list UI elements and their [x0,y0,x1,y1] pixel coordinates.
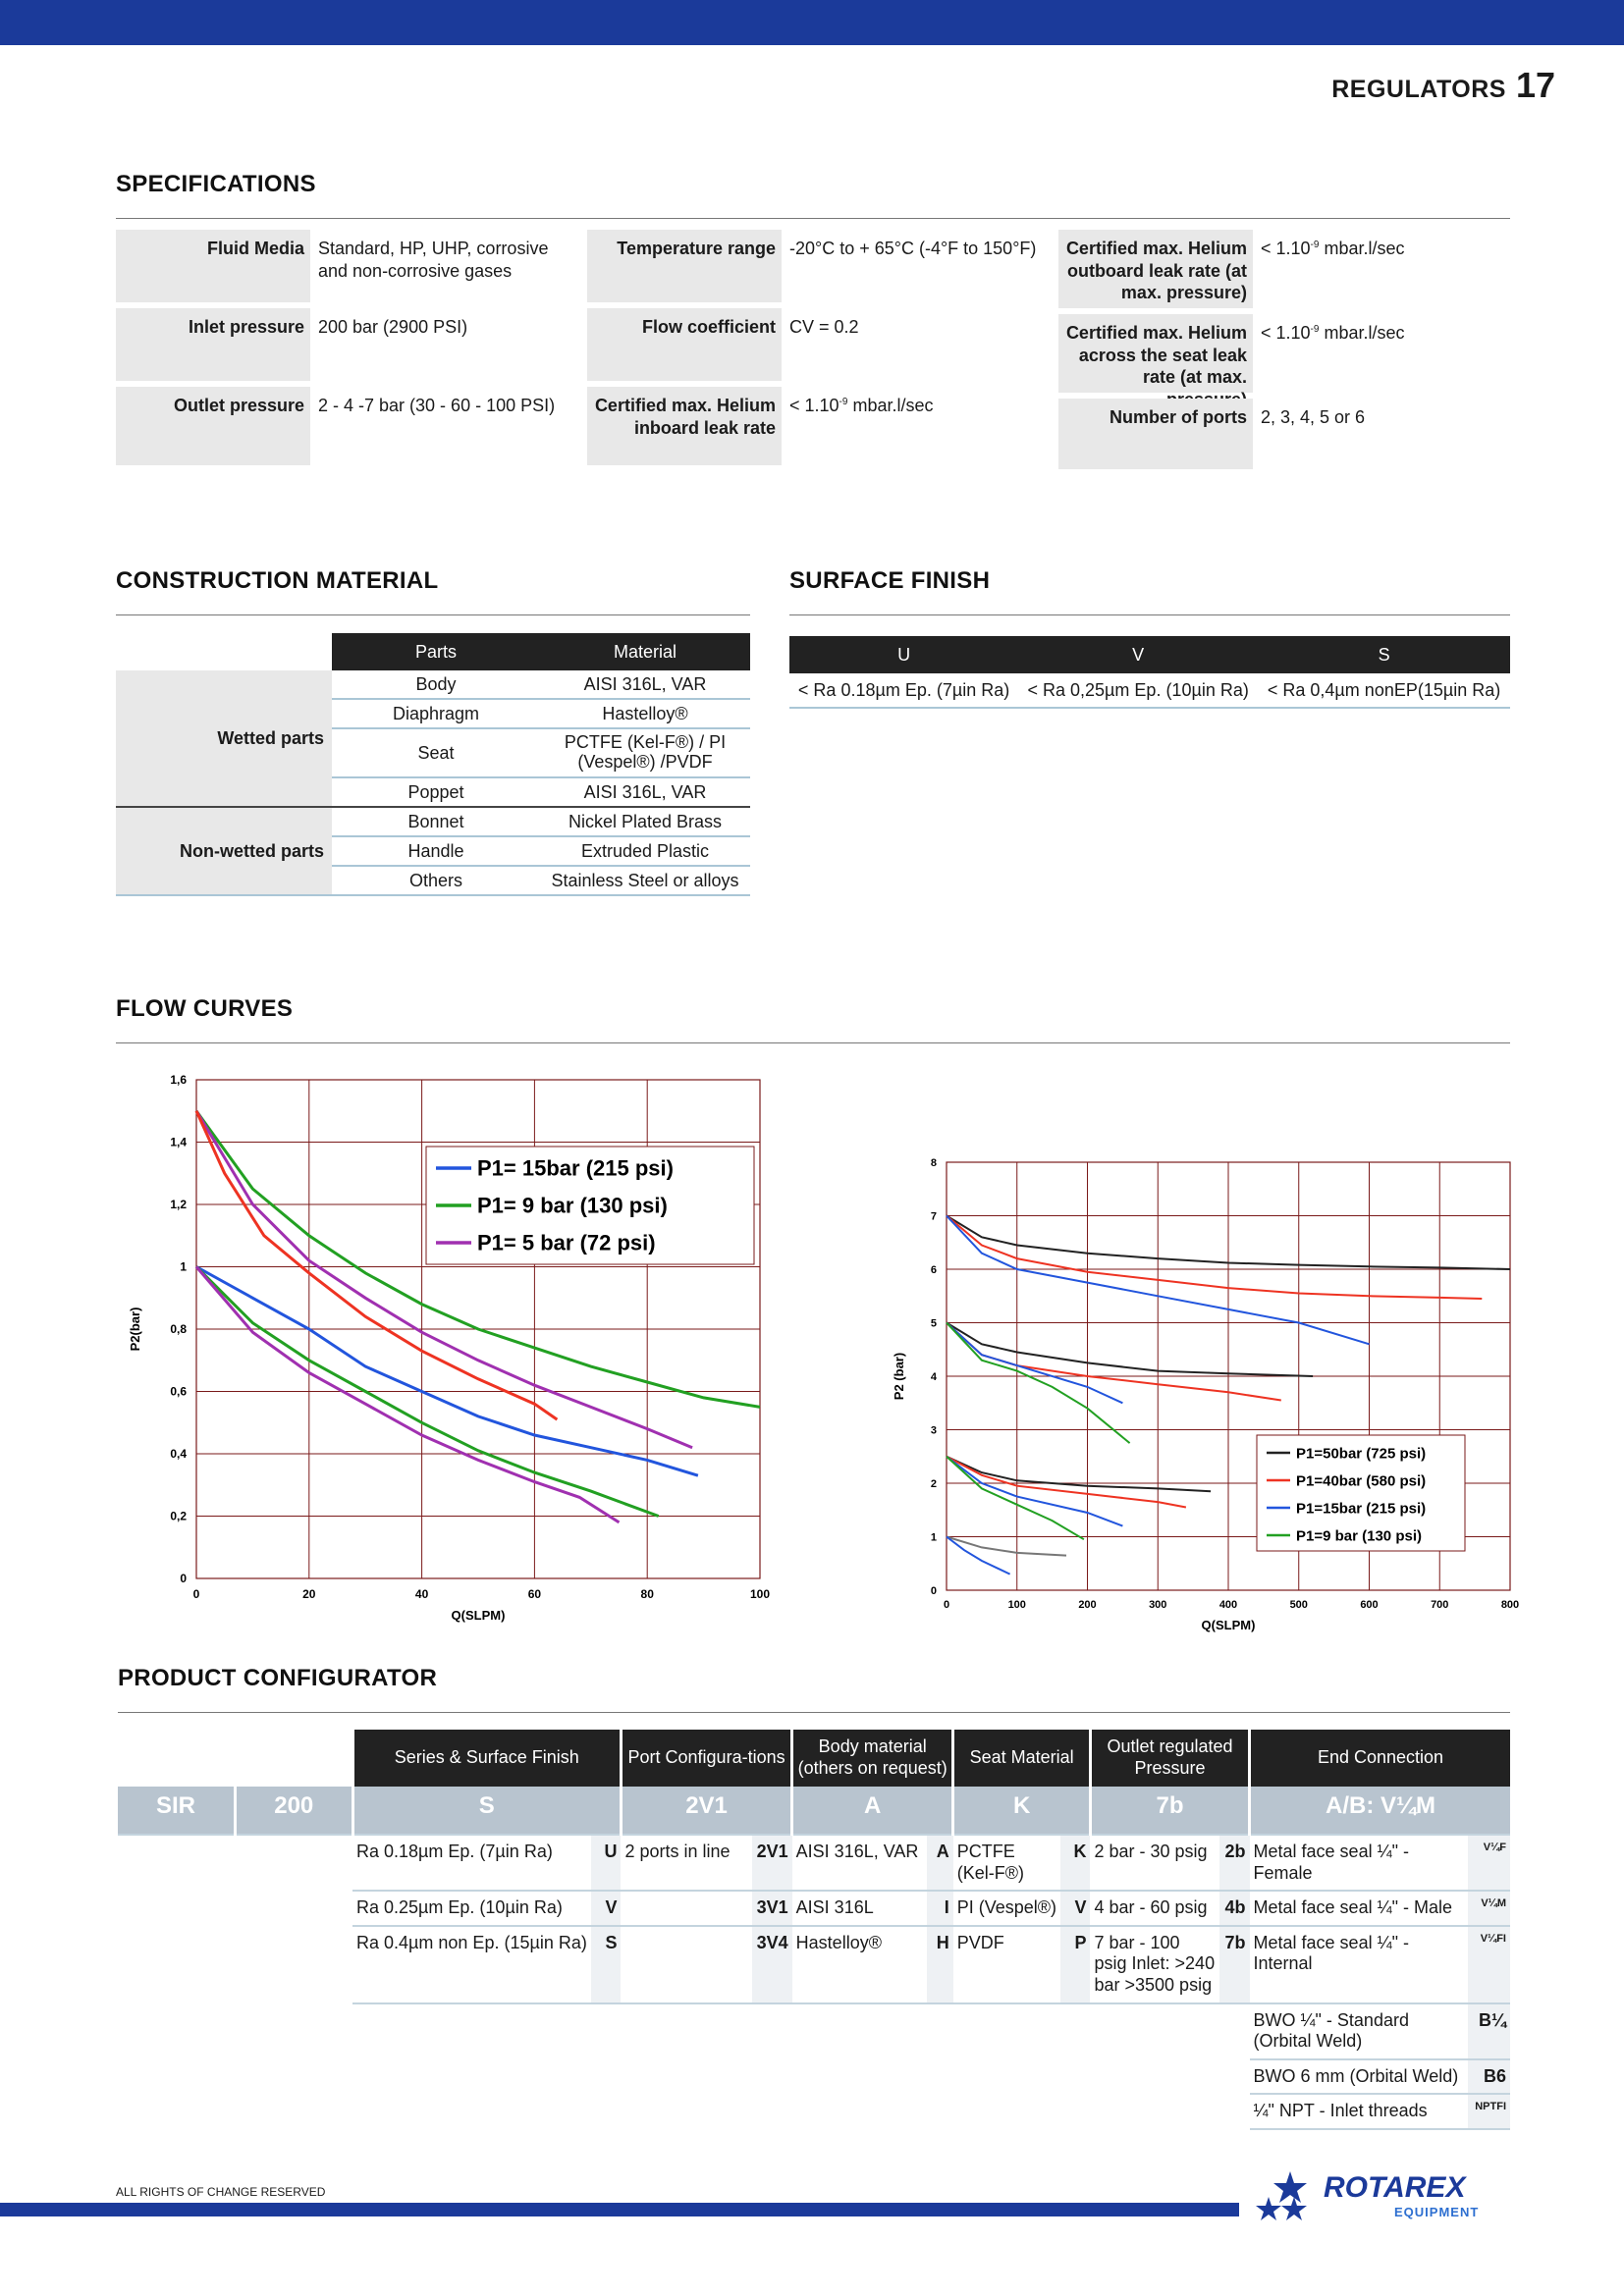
x-axis-label: Q(SLPM) [1201,1618,1256,1632]
column-header: Material [540,633,750,670]
option-text: BWO ¼" - Standard (Orbital Weld) [1250,2003,1469,2059]
option-text: Ra 0.25µm Ep. (10µin Ra) [352,1891,591,1926]
flow-chart-left [118,1070,785,1639]
y-tick-label: 0 [180,1572,187,1585]
x-tick-label: 40 [414,1587,429,1601]
table-row [118,2094,1510,2129]
option-text: AISI 316L [792,1891,928,1926]
option-code: B¼ [1468,2003,1510,2059]
spec-value: 200 bar (2900 PSI) [318,317,468,337]
option-text: Metal face seal ¼" - Male [1250,1891,1469,1926]
finish-cell: < Ra 0,25µm Ep. (10µin Ra) [1018,673,1258,708]
table-row [789,673,1510,708]
option-text: PI (Vespel®) [953,1891,1060,1926]
legend-label: P1= 15bar (215 psi) [477,1155,674,1181]
option-code: 2V1 [752,1835,792,1891]
y-axis-label: P2 (bar) [892,1352,906,1401]
part-cell: Seat [332,728,540,777]
spec-row [116,387,581,465]
x-axis-label: Q(SLPM) [451,1608,506,1623]
x-tick-label: 80 [640,1587,654,1601]
surface-finish-table [789,636,1510,709]
spec-row [587,387,1053,465]
x-tick-label: 60 [527,1587,542,1601]
spec-value: 2, 3, 4, 5 or 6 [1261,407,1366,427]
header-title: REGULATORS [1331,76,1506,103]
spec-label: Flow coefficient [587,308,782,381]
y-tick-label: 2 [930,1478,937,1490]
spec-label: Outlet pressure [116,387,310,465]
option-text: ¼" NPT - Inlet threads [1250,2094,1469,2129]
specifications-title: SPECIFICATIONS [116,171,316,197]
spec-label: Certified max. Helium outboard leak rate (at max. pressure) [1058,230,1253,308]
legend-label: P1= 9 bar (130 psi) [477,1193,668,1218]
spec-label: Number of ports [1058,399,1253,469]
y-tick-label: 1,4 [170,1135,187,1149]
option-text: BWO 6 mm (Orbital Weld) [1250,2059,1469,2095]
spec-label: Certified max. Helium across the seat leak rate (at max. [1058,314,1253,393]
x-tick-label: 100 [1007,1599,1026,1611]
spec-value: -20°C to + 65°C (-4°F to 150°F) [789,239,1037,258]
part-cell: Diaphragm [332,699,540,728]
option-text [621,1891,752,1926]
material-cell: Stainless Steel or alloys [540,866,750,895]
column-header: Body material (others on request) [792,1730,953,1787]
option-code: 4b [1219,1891,1249,1926]
x-tick-label: 700 [1431,1599,1449,1611]
material-cell: Extruded Plastic [540,836,750,866]
spec-value: 2 - 4 -7 bar (30 - 60 - 100 PSI) [318,396,556,415]
y-tick-label: 0,6 [170,1384,187,1399]
spec-row [116,230,581,302]
option-code: 3V1 [752,1891,792,1926]
spec-row [1058,314,1514,393]
spec-row [587,308,1053,381]
group-label: Non-wetted parts [116,807,332,895]
legend-label: P1= 5 bar (72 psi) [477,1230,656,1255]
spec-label: Temperature range [587,230,782,302]
spec-row [116,308,581,381]
option-code: S [591,1926,621,2003]
configurator-title: PRODUCT CONFIGURATOR [118,1665,438,1691]
page-number: 17 [1515,65,1555,105]
code-cell[interactable]: A [792,1787,953,1835]
spec-row [1058,230,1514,308]
x-tick-label: 100 [749,1587,771,1601]
y-tick-label: 7 [930,1210,937,1223]
finish-cell: < Ra 0.18µm Ep. (7µin Ra) [789,673,1018,708]
section-divider [789,614,1510,615]
option-text: Ra 0.18µm Ep. (7µin Ra) [352,1835,591,1891]
table-row [118,1891,1510,1926]
legend-label: P1=50bar (725 psi) [1296,1445,1427,1463]
option-text: PVDF [953,1926,1060,2003]
option-code: V [591,1891,621,1926]
material-cell: PCTFE (Kel-F®) / PI (Vespel®) /PVDF [540,728,750,777]
y-tick-label: 5 [930,1317,937,1330]
column-header: Seat Material [953,1730,1091,1787]
rotarex-logo [1255,2169,1520,2228]
y-tick-label: 1 [180,1259,187,1274]
code-cell[interactable]: 200 [236,1787,353,1835]
option-code: V¼M [1468,1891,1510,1926]
x-tick-label: 600 [1360,1599,1379,1611]
x-tick-label: 20 [302,1587,316,1601]
column-header: V [1018,636,1258,673]
column-header: Outlet regulated Pressure [1090,1730,1249,1787]
material-cell: Hastelloy® [540,699,750,728]
construction-table [116,633,750,896]
y-tick-label: 1,6 [170,1073,187,1087]
legend-label: P1=40bar (580 psi) [1296,1472,1427,1490]
star-logo-icon [1255,2169,1324,2228]
x-tick-label: 500 [1289,1599,1308,1611]
code-cell[interactable]: S [352,1787,621,1835]
option-code: V¼FI [1468,1926,1510,2003]
part-cell: Bonnet [332,807,540,836]
spec-value: < $1.10^{-9}$ mbar.l/sec [1261,323,1405,343]
configurator-table [118,1730,1510,2130]
table-row [118,2059,1510,2095]
section-divider [116,614,750,615]
code-cell[interactable]: 2V1 [621,1787,791,1835]
material-cell: AISI 316L, VAR [540,670,750,699]
y-tick-label: 3 [930,1424,937,1437]
y-tick-label: 0 [930,1585,937,1597]
option-text: AISI 316L, VAR [792,1835,928,1891]
option-code: 2b [1219,1835,1249,1891]
y-tick-label: 6 [930,1264,937,1276]
section-divider [116,218,1510,219]
bottom-color-bar [0,2203,1239,2216]
column-header: Series & Surface Finish [352,1730,621,1787]
spec-column-2 [587,230,1053,471]
rights-notice: ALL RIGHTS OF CHANGE RESERVED [116,2185,326,2199]
option-text: Metal face seal ¼" - Female [1250,1835,1469,1891]
spec-value: Standard, HP, UHP, corrosive and non-corrosive gases [318,239,549,281]
option-text: Hastelloy® [792,1926,928,2003]
option-code: V [1060,1891,1090,1926]
option-text: 4 bar - 60 psig [1090,1891,1219,1926]
option-text: PCTFE (Kel-F®) [953,1835,1060,1891]
x-tick-label: 0 [192,1587,200,1601]
section-divider [116,1042,1510,1043]
table-row [118,2003,1510,2059]
legend-label: P1=9 bar (130 psi) [1296,1527,1422,1545]
option-code: U [591,1835,621,1891]
part-cell: Poppet [332,777,540,807]
y-tick-label: 1,2 [170,1198,187,1211]
material-cell: Nickel Plated Brass [540,807,750,836]
x-tick-label: 400 [1218,1599,1238,1611]
code-cell[interactable]: A/B: V¼M [1250,1787,1510,1835]
spec-value: < $1.10^{-9}$ mbar.l/sec [1261,239,1405,258]
y-tick-label: 0,8 [170,1322,187,1336]
surface-finish-title: SURFACE FINISH [789,567,991,594]
section-divider [118,1712,1510,1713]
group-label: Wetted parts [116,670,332,807]
code-cell[interactable]: 7b [1090,1787,1249,1835]
option-code: H [927,1926,952,2003]
y-tick-label: 4 [930,1371,937,1383]
brand-name: ROTAREX [1324,2171,1466,2204]
spec-column-1 [116,230,581,471]
spec-value: CV = 0.2 [789,317,859,337]
option-code: A [927,1835,952,1891]
table-row [116,670,750,699]
column-header: Port Configura-tions [621,1730,791,1787]
construction-title: CONSTRUCTION MATERIAL [116,567,439,594]
legend-label: P1=15bar (215 psi) [1296,1500,1427,1518]
finish-cell: < Ra 0,4µm nonEP(15µin Ra) [1258,673,1510,708]
code-cell[interactable]: K [953,1787,1091,1835]
option-code: I [927,1891,952,1926]
option-code: B6 [1468,2059,1510,2095]
x-tick-label: 200 [1078,1599,1097,1611]
column-header: End Connection [1250,1730,1510,1787]
y-tick-label: 1 [930,1531,937,1544]
option-text: Metal face seal ¼" - Internal [1250,1926,1469,2003]
spec-label: Inlet pressure [116,308,310,381]
option-code: NPTFI [1468,2094,1510,2129]
option-text: 7 bar - 100 psig Inlet: >240 bar >3500 psig [1090,1926,1219,2003]
spec-label: Certified max. Helium inboard leak rate [587,387,782,465]
column-header: S [1258,636,1510,673]
code-cell[interactable]: SIR [118,1787,236,1835]
table-row [118,1835,1510,1891]
x-tick-label: 800 [1500,1599,1520,1611]
y-tick-label: 0,4 [170,1447,187,1461]
option-code: V¼F [1468,1835,1510,1891]
column-header: Parts [332,633,540,670]
spec-row [587,230,1053,302]
page-header [1331,65,1555,106]
option-text: 2 bar - 30 psig [1090,1835,1219,1891]
spec-row [1058,399,1514,469]
option-text: Ra 0.4µm non Ep. (15µin Ra) [352,1926,591,2003]
option-code: P [1060,1926,1090,2003]
part-cell: Body [332,670,540,699]
option-text [621,1926,752,2003]
table-row [116,807,750,836]
table-row [118,1926,1510,2003]
part-cell: Others [332,866,540,895]
option-text: 2 ports in line [621,1835,752,1891]
flow-chart-right [884,1148,1532,1639]
x-tick-label: 300 [1149,1599,1167,1611]
top-color-bar [0,0,1624,45]
y-axis-label: P2(bar) [128,1307,142,1352]
part-cell: Handle [332,836,540,866]
spec-value: < $1.10^{-9}$ mbar.l/sec [789,396,934,415]
option-code: K [1060,1835,1090,1891]
option-code: 3V4 [752,1926,792,2003]
y-tick-label: 8 [930,1157,937,1169]
option-code: 7b [1219,1926,1249,2003]
material-cell: AISI 316L, VAR [540,777,750,807]
spec-label: Fluid Media [116,230,310,302]
flow-curves-title: FLOW CURVES [116,995,294,1022]
spec-column-3 [1058,230,1514,475]
x-tick-label: 0 [943,1599,950,1611]
brand-subtitle: EQUIPMENT [1394,2205,1480,2219]
y-tick-label: 0,2 [170,1509,187,1523]
column-header: U [789,636,1018,673]
